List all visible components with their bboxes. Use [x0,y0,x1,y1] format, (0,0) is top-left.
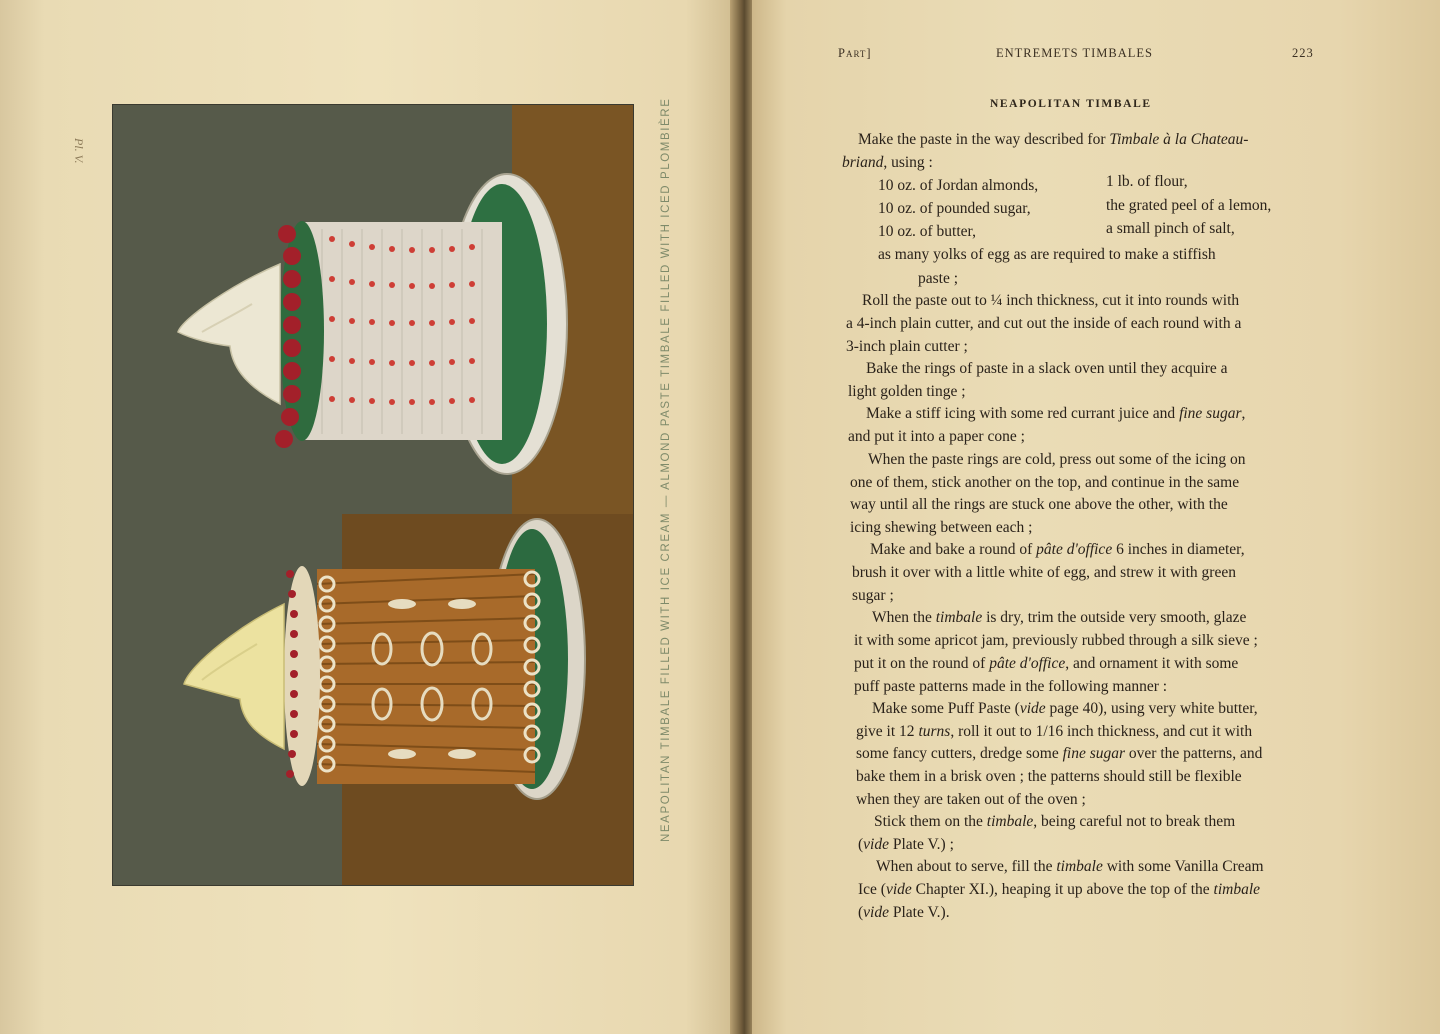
italic-text: vide [885,881,912,898]
text-line [878,176,1038,196]
text-line [858,903,950,923]
text-span: 6 inches in diameter, [1112,541,1245,558]
text-span: ( [858,836,864,853]
italic-text: vide [1019,700,1046,717]
text-line [856,722,1252,742]
text-span: puff paste patterns made in the following manner : [854,678,1168,695]
plate-illustration [112,104,634,886]
text-line [852,563,1236,583]
text-span: some fancy cutters, dredge some [856,745,1063,762]
text-line [918,269,958,289]
text-span: as many yolks of egg as are required to make a stiffish [878,246,1216,263]
text-line [856,767,1242,787]
text-line [854,631,1258,651]
text-span: Roll the paste out to ¼ inch thickness, cut it into rounds with [862,292,1240,309]
text-line [848,382,966,402]
text-line [876,857,1264,877]
text-line [848,427,1025,447]
text-line [850,473,1239,493]
text-span: Stick them on the [874,813,987,830]
text-line [1106,219,1235,239]
text-line [872,608,1246,628]
text-span: give it 12 [856,723,919,740]
plate-caption: NEAPOLITAN TIMBALE FILLED WITH ICE CREAM — ALMOND PASTE TIMBALE FILLED WITH ICED PLOMBIÈRE [660,97,672,842]
text-line [878,245,1216,265]
text-line [852,586,894,606]
text-span: 10 oz. of pounded sugar, [878,200,1031,217]
text-span: Make some Puff Paste ( [872,700,1020,717]
running-head-left: Part] [838,46,872,60]
text-span: Plate V.) ; [889,836,954,853]
italic-text: turns [918,723,951,740]
text-span: Make and bake a round of [870,541,1037,558]
text-line [846,337,968,357]
text-span: icing shewing between each ; [850,519,1033,536]
text-line [856,744,1262,764]
text-line [878,222,976,242]
text-span: , [1241,405,1246,422]
text-line [850,495,1228,515]
text-line [858,880,1260,900]
text-line [858,130,1248,150]
text-span: is dry, trim the outside very smooth, glaze [982,609,1247,626]
page-number: 223 [1292,46,1314,60]
section-title: NEAPOLITAN TIMBALE [990,98,1152,110]
text-span: sugar ; [852,587,894,604]
text-line [868,450,1246,470]
text-line [842,153,933,173]
running-head-title: ENTREMETS TIMBALES [996,46,1154,60]
text-span: When about to serve, fill the [876,858,1057,875]
text-line [856,790,1086,810]
text-span: bake them in a brisk oven ; the patterns should still be flexible [856,768,1242,785]
text-span: , using : [883,154,933,171]
text-line [862,291,1239,311]
text-line [874,812,1235,832]
text-line [846,314,1241,334]
text-span: paste ; [918,270,959,287]
text-span: put it on the round of [854,655,990,672]
text-span: 3-inch plain cutter ; [846,338,968,355]
text-span: Make a stiff icing with some red currant juice and [866,405,1180,422]
text-span: a small pinch of salt, [1106,220,1235,237]
text-line [878,199,1031,219]
italic-text: briand [842,154,884,171]
text-span: , roll it out to 1/16 inch thickness, and cut it with [950,723,1253,740]
text-span: page 40), using very white butter, [1045,700,1258,717]
italic-text: vide [863,836,889,853]
text-span: Plate V.). [889,904,950,921]
text-line [866,359,1228,379]
italic-text: fine sugar [1062,745,1126,762]
text-span: , and ornament it with some [1065,655,1239,672]
text-span: Chapter XI.), heaping it up above the top of the [911,881,1214,898]
text-span: ( [858,904,864,921]
text-span: one of them, stick another on the top, and continue in the same [850,474,1240,491]
text-line [854,654,1238,674]
plate-number: Pl. V. [72,138,86,164]
italic-text: pâte d'office [1036,541,1113,558]
text-span: brush it over with a little white of egg, and strew it with green [852,564,1236,581]
text-line [866,404,1245,424]
text-span: When the paste rings are cold, press out some of the icing on [868,451,1246,468]
text-span: 10 oz. of Jordan almonds, [878,177,1039,194]
italic-text: Timbale à la Chateau- [1109,131,1249,148]
italic-text: timbale [986,813,1034,830]
text-span: Make the paste in the way described for [858,131,1110,148]
text-span: when they are taken out of the oven ; [856,791,1086,808]
text-span: it with some apricot jam, previously rubbed through a silk sieve ; [854,632,1258,649]
italic-text: fine sugar [1179,405,1242,422]
italic-text: timbale [1056,858,1103,875]
text-line [1106,196,1271,216]
text-span: 10 oz. of butter, [878,223,976,240]
italic-text: pâte d'office [989,655,1066,672]
italic-text: timbale [1213,881,1261,898]
text-span: the grated peel of a lemon, [1106,197,1272,214]
text-line [850,518,1033,538]
italic-text: timbale [935,609,983,626]
text-line [870,540,1245,560]
italic-text: vide [863,904,889,921]
text-span: way until all the rings are stuck one above the other, with the [850,496,1228,513]
text-span: , being careful not to break them [1033,813,1236,830]
text-span: over the patterns, and [1125,745,1263,762]
text-line [858,835,954,855]
text-line [854,677,1167,697]
text-line [872,699,1258,719]
text-span: and put it into a paper cone ; [848,428,1025,445]
text-line [1106,172,1188,192]
text-span: a 4-inch plain cutter, and cut out the inside of each round with a [846,315,1242,332]
text-span: 1 lb. of flour, [1106,173,1188,190]
text-span: Bake the rings of paste in a slack oven until they acquire a [866,360,1228,377]
text-span: Ice ( [858,881,886,898]
text-span: light golden tinge ; [848,383,966,400]
text-span: with some Vanilla Cream [1102,858,1264,875]
text-span: When the [872,609,936,626]
